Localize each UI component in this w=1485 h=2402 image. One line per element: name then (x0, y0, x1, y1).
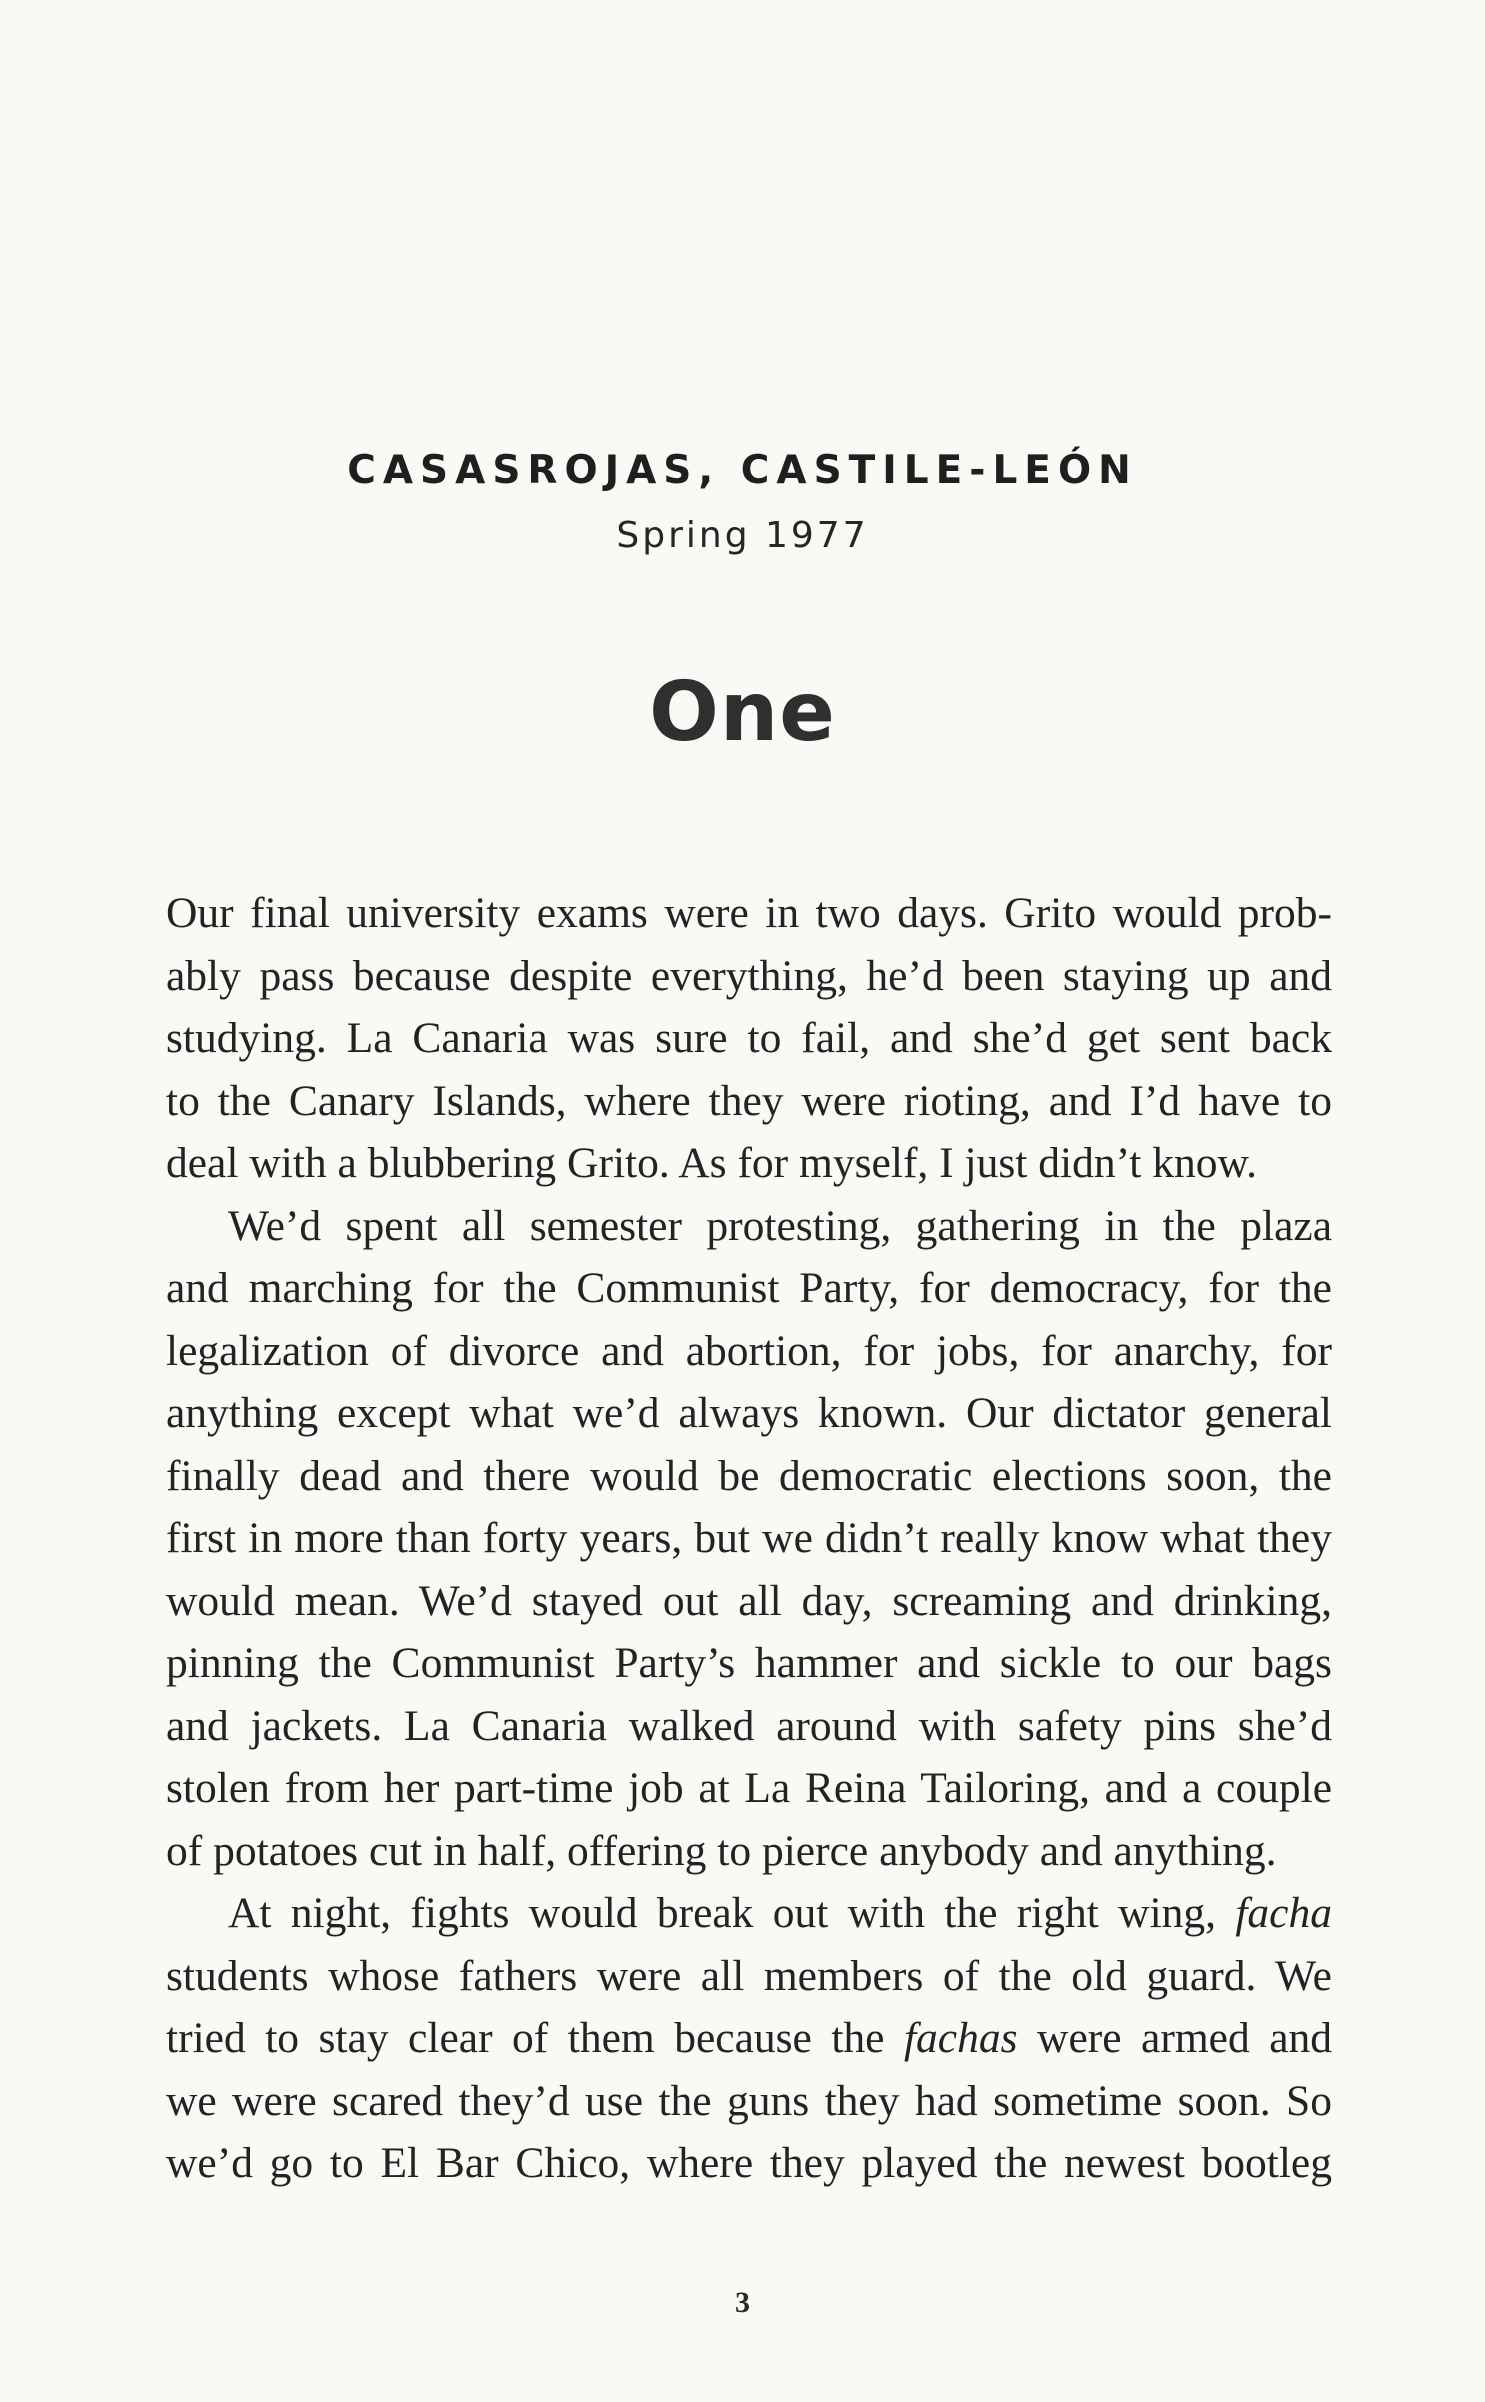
text-line: we were scared they’d use the guns they had sometime soon. So (166, 2076, 1332, 2125)
chapter-location: CASASROJAS, CASTILE-LEÓN (347, 448, 1138, 493)
chapter-title: One (649, 665, 836, 760)
text-line: anything except what we’d always known. Our dictator general (166, 1389, 1332, 1437)
text-line: first in more than forty years, but we didn’t really know what they (166, 1514, 1332, 1562)
text-segment: At night, fights would break out with the right wing, (228, 1889, 1217, 1937)
text-line: studying. La Canaria was sure to fail, and she’d get sent back (166, 1014, 1332, 1062)
text-line: would mean. We’d stayed out all day, screaming and drinking, (166, 1576, 1332, 1625)
text-line: students whose fathers were all members of the old guard. We (166, 1951, 1332, 2000)
text-line: deal with a blubbering Grito. As for myself, I just didn’t know. (166, 1139, 1257, 1187)
text-line: finally dead and there would be democratic elections soon, the (166, 1451, 1332, 1500)
text-line: stolen from her part-time job at La Reina Tailoring, and a couple (166, 1764, 1332, 1812)
italic-word: facha (1235, 1889, 1332, 1937)
text-line: legalization of divorce and abortion, for jobs, for anarchy, for (166, 1326, 1332, 1375)
body-text (166, 882, 1332, 2195)
paragraph-1 (166, 882, 1332, 1195)
text-line: to the Canary Islands, where they were rioting, and I’d have to (166, 1076, 1332, 1125)
paragraph-2 (166, 1195, 1332, 1883)
text-line: and jackets. La Canaria walked around with safety pins she’d (166, 1701, 1332, 1750)
text-segment: were armed and (1037, 2014, 1332, 2062)
text-line: We’d spent all semester protesting, gathering in the plaza (228, 1201, 1332, 1250)
text-line: of potatoes cut in half, offering to pierce anybody and anything. (166, 1826, 1277, 1875)
text-line (166, 2007, 1332, 2070)
paragraph-3 (166, 1882, 1332, 2195)
text-line (166, 1882, 1332, 1945)
text-line: we’d go to El Bar Chico, where they played the newest bootleg (166, 2139, 1332, 2187)
text-line: pinning the Communist Party’s hammer and sickle to our bags (166, 1639, 1332, 1687)
text-line: ably pass because despite everything, he’d been staying up and (166, 951, 1332, 1000)
italic-word: fachas (903, 2014, 1018, 2062)
chapter-date: Spring 1977 (616, 515, 869, 556)
text-segment: tried to stay clear of them because the (166, 2014, 885, 2062)
text-line: Our final university exams were in two days. Grito would prob- (166, 889, 1332, 937)
page-number: 3 (735, 2286, 750, 2319)
text-line: and marching for the Communist Party, for democracy, for the (166, 1264, 1332, 1312)
